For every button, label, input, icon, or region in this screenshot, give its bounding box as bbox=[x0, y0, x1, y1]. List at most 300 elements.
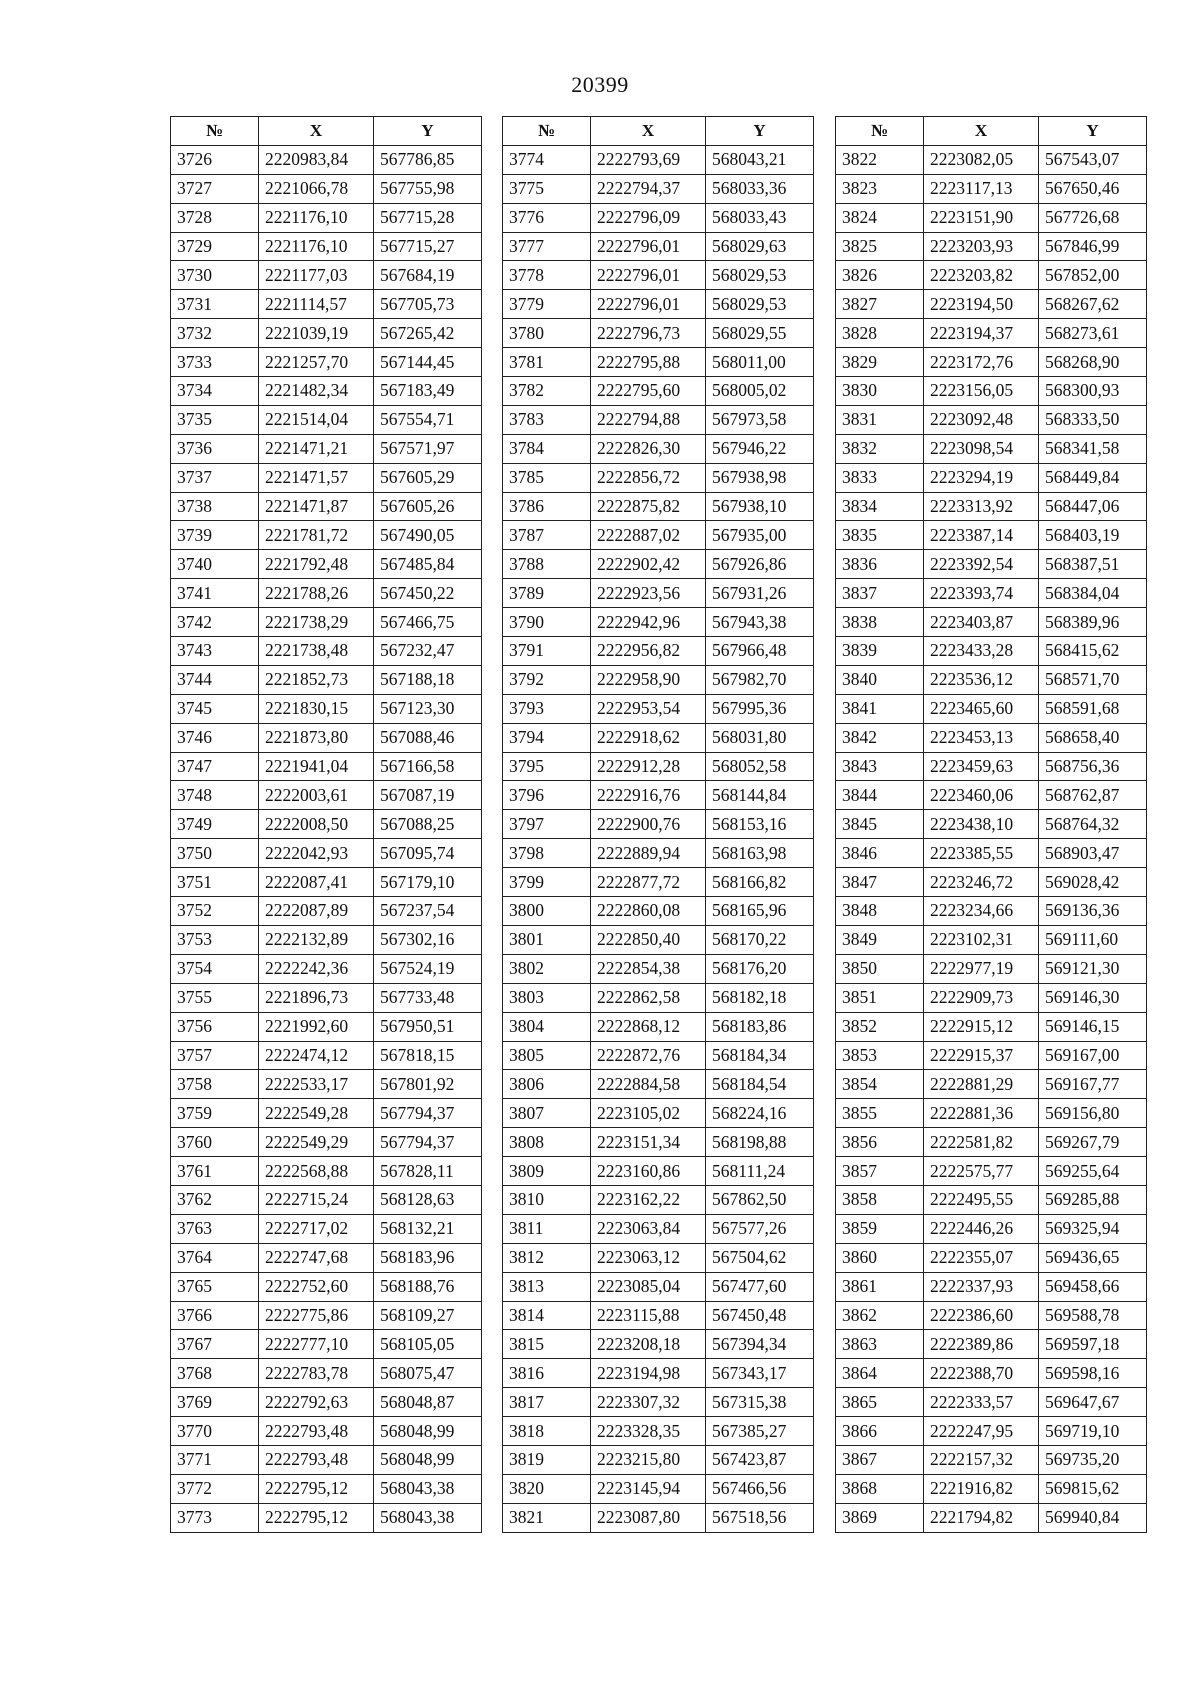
point-number-cell: 3756 bbox=[171, 1012, 259, 1041]
y-coordinate-cell: 569597,18 bbox=[1039, 1330, 1147, 1359]
x-coordinate-cell: 2222549,29 bbox=[259, 1128, 374, 1157]
y-coordinate-cell: 567394,34 bbox=[706, 1330, 814, 1359]
table-row bbox=[171, 1243, 482, 1272]
y-coordinate-cell: 569167,77 bbox=[1039, 1070, 1147, 1099]
y-coordinate-cell: 569458,66 bbox=[1039, 1272, 1147, 1301]
x-coordinate-cell: 2222792,63 bbox=[259, 1388, 374, 1417]
y-coordinate-cell: 568052,58 bbox=[706, 752, 814, 781]
table-row bbox=[503, 810, 814, 839]
point-number-cell: 3817 bbox=[503, 1388, 591, 1417]
x-coordinate-cell: 2221830,15 bbox=[259, 694, 374, 723]
y-coordinate-cell: 569167,00 bbox=[1039, 1041, 1147, 1070]
x-coordinate-cell: 2223294,19 bbox=[924, 463, 1039, 492]
table-row bbox=[503, 1474, 814, 1503]
x-coordinate-cell: 2222389,86 bbox=[924, 1330, 1039, 1359]
table-row bbox=[836, 1388, 1147, 1417]
table-row bbox=[171, 781, 482, 810]
y-coordinate-cell: 567518,56 bbox=[706, 1503, 814, 1532]
table-header-row bbox=[503, 117, 814, 146]
point-number-cell: 3802 bbox=[503, 954, 591, 983]
table-row bbox=[836, 1445, 1147, 1474]
point-number-cell: 3772 bbox=[171, 1474, 259, 1503]
table-row bbox=[171, 174, 482, 203]
point-number-cell: 3850 bbox=[836, 954, 924, 983]
y-coordinate-cell: 569285,88 bbox=[1039, 1185, 1147, 1214]
point-number-cell: 3823 bbox=[836, 174, 924, 203]
point-number-cell: 3744 bbox=[171, 665, 259, 694]
table-row bbox=[836, 1503, 1147, 1532]
x-coordinate-cell: 2223403,87 bbox=[924, 608, 1039, 637]
table-row bbox=[171, 1012, 482, 1041]
point-number-cell: 3853 bbox=[836, 1041, 924, 1070]
y-coordinate-cell: 568163,98 bbox=[706, 839, 814, 868]
y-coordinate-cell: 568387,51 bbox=[1039, 550, 1147, 579]
table-row bbox=[836, 752, 1147, 781]
point-number-cell: 3790 bbox=[503, 608, 591, 637]
table-row bbox=[836, 203, 1147, 232]
point-number-cell: 3835 bbox=[836, 521, 924, 550]
table-row bbox=[171, 1417, 482, 1446]
x-coordinate-cell: 2222008,50 bbox=[259, 810, 374, 839]
table-row bbox=[503, 752, 814, 781]
x-coordinate-cell: 2222796,01 bbox=[591, 261, 706, 290]
point-number-cell: 3814 bbox=[503, 1301, 591, 1330]
point-number-cell: 3755 bbox=[171, 983, 259, 1012]
y-coordinate-cell: 567935,00 bbox=[706, 521, 814, 550]
y-coordinate-cell: 568571,70 bbox=[1039, 665, 1147, 694]
y-coordinate-cell: 568176,20 bbox=[706, 954, 814, 983]
y-coordinate-cell: 568591,68 bbox=[1039, 694, 1147, 723]
x-coordinate-cell: 2221066,78 bbox=[259, 174, 374, 203]
point-number-cell: 3730 bbox=[171, 261, 259, 290]
point-number-cell: 3788 bbox=[503, 550, 591, 579]
x-coordinate-cell: 2223234,66 bbox=[924, 897, 1039, 926]
point-number-cell: 3728 bbox=[171, 203, 259, 232]
y-coordinate-cell: 567232,47 bbox=[374, 637, 482, 666]
x-coordinate-cell: 2222942,96 bbox=[591, 608, 706, 637]
point-number-cell: 3838 bbox=[836, 608, 924, 637]
y-coordinate-cell: 567950,51 bbox=[374, 1012, 482, 1041]
x-coordinate-cell: 2222889,94 bbox=[591, 839, 706, 868]
table-row bbox=[836, 839, 1147, 868]
table-row bbox=[836, 434, 1147, 463]
table-row bbox=[171, 434, 482, 463]
point-number-cell: 3757 bbox=[171, 1041, 259, 1070]
table-row bbox=[503, 1185, 814, 1214]
point-number-cell: 3743 bbox=[171, 637, 259, 666]
y-coordinate-cell: 567852,00 bbox=[1039, 261, 1147, 290]
x-coordinate-cell: 2223392,54 bbox=[924, 550, 1039, 579]
table-row bbox=[503, 1214, 814, 1243]
y-coordinate-cell: 568170,22 bbox=[706, 925, 814, 954]
y-coordinate-cell: 568029,53 bbox=[706, 290, 814, 319]
point-number-cell: 3851 bbox=[836, 983, 924, 1012]
point-number-cell: 3829 bbox=[836, 348, 924, 377]
x-coordinate-cell: 2222795,12 bbox=[259, 1503, 374, 1532]
y-coordinate-cell: 567938,98 bbox=[706, 463, 814, 492]
coordinates-table-3 bbox=[835, 116, 1147, 1533]
x-coordinate-cell: 2222337,93 bbox=[924, 1272, 1039, 1301]
x-coordinate-cell: 2222956,82 bbox=[591, 637, 706, 666]
point-number-cell: 3729 bbox=[171, 232, 259, 261]
point-number-cell: 3731 bbox=[171, 290, 259, 319]
y-coordinate-cell: 567543,07 bbox=[1039, 145, 1147, 174]
table-row bbox=[503, 839, 814, 868]
y-coordinate-cell: 568029,53 bbox=[706, 261, 814, 290]
x-coordinate-cell: 2222087,41 bbox=[259, 868, 374, 897]
point-number-cell: 3845 bbox=[836, 810, 924, 839]
point-number-cell: 3839 bbox=[836, 637, 924, 666]
x-coordinate-cell: 2222087,89 bbox=[259, 897, 374, 926]
y-coordinate-cell: 567684,19 bbox=[374, 261, 482, 290]
point-number-cell: 3773 bbox=[171, 1503, 259, 1532]
table-header-row bbox=[171, 117, 482, 146]
point-number-cell: 3803 bbox=[503, 983, 591, 1012]
x-coordinate-cell: 2221257,70 bbox=[259, 348, 374, 377]
table-row bbox=[171, 550, 482, 579]
table-header-row bbox=[836, 117, 1147, 146]
point-number-cell: 3734 bbox=[171, 377, 259, 406]
y-coordinate-cell: 568341,58 bbox=[1039, 434, 1147, 463]
x-coordinate-cell: 2222795,88 bbox=[591, 348, 706, 377]
x-coordinate-cell: 2222794,88 bbox=[591, 405, 706, 434]
table-row bbox=[836, 665, 1147, 694]
y-coordinate-cell: 568384,04 bbox=[1039, 579, 1147, 608]
y-coordinate-cell: 567466,75 bbox=[374, 608, 482, 637]
table-row bbox=[171, 723, 482, 752]
y-coordinate-cell: 568005,02 bbox=[706, 377, 814, 406]
table-row bbox=[836, 1474, 1147, 1503]
coordinates-table-1 bbox=[170, 116, 482, 1533]
y-coordinate-cell: 568048,87 bbox=[374, 1388, 482, 1417]
y-coordinate-cell: 567786,85 bbox=[374, 145, 482, 174]
point-number-cell: 3847 bbox=[836, 868, 924, 897]
x-coordinate-cell: 2223085,04 bbox=[591, 1272, 706, 1301]
table-row bbox=[171, 637, 482, 666]
x-coordinate-cell: 2223098,54 bbox=[924, 434, 1039, 463]
table-row bbox=[171, 694, 482, 723]
point-number-cell: 3869 bbox=[836, 1503, 924, 1532]
x-coordinate-cell: 2221514,04 bbox=[259, 405, 374, 434]
table-row bbox=[836, 550, 1147, 579]
point-number-cell: 3787 bbox=[503, 521, 591, 550]
table-row bbox=[503, 694, 814, 723]
y-coordinate-cell: 568031,80 bbox=[706, 723, 814, 752]
table-row bbox=[171, 348, 482, 377]
point-number-cell: 3733 bbox=[171, 348, 259, 377]
point-number-cell: 3836 bbox=[836, 550, 924, 579]
x-coordinate-cell: 2223194,50 bbox=[924, 290, 1039, 319]
y-coordinate-cell: 568048,99 bbox=[374, 1445, 482, 1474]
y-coordinate-cell: 569719,10 bbox=[1039, 1417, 1147, 1446]
table-row bbox=[171, 665, 482, 694]
point-number-cell: 3732 bbox=[171, 319, 259, 348]
y-coordinate-cell: 567490,05 bbox=[374, 521, 482, 550]
table-row bbox=[503, 954, 814, 983]
x-coordinate-cell: 2223160,86 bbox=[591, 1157, 706, 1186]
x-coordinate-cell: 2222977,19 bbox=[924, 954, 1039, 983]
table-row bbox=[836, 1301, 1147, 1330]
point-number-cell: 3801 bbox=[503, 925, 591, 954]
y-coordinate-cell: 568389,96 bbox=[1039, 608, 1147, 637]
y-coordinate-cell: 567504,62 bbox=[706, 1243, 814, 1272]
x-coordinate-cell: 2222581,82 bbox=[924, 1128, 1039, 1157]
y-coordinate-cell: 567144,45 bbox=[374, 348, 482, 377]
point-number-cell: 3752 bbox=[171, 897, 259, 926]
table-row bbox=[171, 232, 482, 261]
x-coordinate-cell: 2221738,29 bbox=[259, 608, 374, 637]
table-row bbox=[836, 1359, 1147, 1388]
point-number-cell: 3824 bbox=[836, 203, 924, 232]
table-row bbox=[171, 897, 482, 926]
table-row bbox=[836, 1070, 1147, 1099]
y-coordinate-cell: 567188,18 bbox=[374, 665, 482, 694]
point-number-cell: 3863 bbox=[836, 1330, 924, 1359]
y-coordinate-cell: 569121,30 bbox=[1039, 954, 1147, 983]
y-coordinate-cell: 568153,16 bbox=[706, 810, 814, 839]
point-number-cell: 3852 bbox=[836, 1012, 924, 1041]
x-coordinate-cell: 2223385,55 bbox=[924, 839, 1039, 868]
x-coordinate-cell: 2223203,82 bbox=[924, 261, 1039, 290]
table-row bbox=[171, 579, 482, 608]
y-coordinate-cell: 568183,96 bbox=[374, 1243, 482, 1272]
column-header-y: Y bbox=[374, 117, 482, 146]
table-row bbox=[503, 232, 814, 261]
y-coordinate-cell: 568109,27 bbox=[374, 1301, 482, 1330]
point-number-cell: 3840 bbox=[836, 665, 924, 694]
x-coordinate-cell: 2222793,48 bbox=[259, 1417, 374, 1446]
table-row bbox=[503, 1128, 814, 1157]
point-number-cell: 3776 bbox=[503, 203, 591, 232]
y-coordinate-cell: 568268,90 bbox=[1039, 348, 1147, 377]
point-number-cell: 3775 bbox=[503, 174, 591, 203]
table-row bbox=[836, 1157, 1147, 1186]
point-number-cell: 3741 bbox=[171, 579, 259, 608]
point-number-cell: 3846 bbox=[836, 839, 924, 868]
x-coordinate-cell: 2221176,10 bbox=[259, 232, 374, 261]
point-number-cell: 3811 bbox=[503, 1214, 591, 1243]
table-row bbox=[503, 550, 814, 579]
point-number-cell: 3751 bbox=[171, 868, 259, 897]
table-row bbox=[503, 1243, 814, 1272]
y-coordinate-cell: 569436,65 bbox=[1039, 1243, 1147, 1272]
x-coordinate-cell: 2222918,62 bbox=[591, 723, 706, 752]
table-row bbox=[836, 810, 1147, 839]
x-coordinate-cell: 2222872,76 bbox=[591, 1041, 706, 1070]
y-coordinate-cell: 568415,62 bbox=[1039, 637, 1147, 666]
table-row bbox=[171, 1070, 482, 1099]
x-coordinate-cell: 2222747,68 bbox=[259, 1243, 374, 1272]
y-coordinate-cell: 568166,82 bbox=[706, 868, 814, 897]
y-coordinate-cell: 567088,46 bbox=[374, 723, 482, 752]
y-coordinate-cell: 568184,34 bbox=[706, 1041, 814, 1070]
table-row bbox=[836, 290, 1147, 319]
table-row bbox=[171, 983, 482, 1012]
point-number-cell: 3837 bbox=[836, 579, 924, 608]
x-coordinate-cell: 2222862,58 bbox=[591, 983, 706, 1012]
table-row bbox=[836, 608, 1147, 637]
y-coordinate-cell: 568033,43 bbox=[706, 203, 814, 232]
y-coordinate-cell: 567982,70 bbox=[706, 665, 814, 694]
table-row bbox=[503, 1301, 814, 1330]
table-row bbox=[171, 377, 482, 406]
point-number-cell: 3795 bbox=[503, 752, 591, 781]
y-coordinate-cell: 567943,38 bbox=[706, 608, 814, 637]
point-number-cell: 3769 bbox=[171, 1388, 259, 1417]
point-number-cell: 3856 bbox=[836, 1128, 924, 1157]
x-coordinate-cell: 2221992,60 bbox=[259, 1012, 374, 1041]
x-coordinate-cell: 2223328,35 bbox=[591, 1417, 706, 1446]
table-row bbox=[503, 868, 814, 897]
y-coordinate-cell: 568011,00 bbox=[706, 348, 814, 377]
point-number-cell: 3745 bbox=[171, 694, 259, 723]
x-coordinate-cell: 2221788,26 bbox=[259, 579, 374, 608]
table-row bbox=[171, 1185, 482, 1214]
point-number-cell: 3753 bbox=[171, 925, 259, 954]
point-number-cell: 3868 bbox=[836, 1474, 924, 1503]
y-coordinate-cell: 567946,22 bbox=[706, 434, 814, 463]
y-coordinate-cell: 569146,30 bbox=[1039, 983, 1147, 1012]
x-coordinate-cell: 2222868,12 bbox=[591, 1012, 706, 1041]
point-number-cell: 3789 bbox=[503, 579, 591, 608]
point-number-cell: 3740 bbox=[171, 550, 259, 579]
y-coordinate-cell: 569735,20 bbox=[1039, 1445, 1147, 1474]
point-number-cell: 3855 bbox=[836, 1099, 924, 1128]
y-coordinate-cell: 567705,73 bbox=[374, 290, 482, 319]
x-coordinate-cell: 2221738,48 bbox=[259, 637, 374, 666]
x-coordinate-cell: 2222875,82 bbox=[591, 492, 706, 521]
y-coordinate-cell: 567995,36 bbox=[706, 694, 814, 723]
y-coordinate-cell: 568048,99 bbox=[374, 1417, 482, 1446]
point-number-cell: 3832 bbox=[836, 434, 924, 463]
x-coordinate-cell: 2222795,60 bbox=[591, 377, 706, 406]
y-coordinate-cell: 568043,38 bbox=[374, 1503, 482, 1532]
x-coordinate-cell: 2223453,13 bbox=[924, 723, 1039, 752]
y-coordinate-cell: 569815,62 bbox=[1039, 1474, 1147, 1503]
table-row bbox=[171, 521, 482, 550]
point-number-cell: 3833 bbox=[836, 463, 924, 492]
x-coordinate-cell: 2222386,60 bbox=[924, 1301, 1039, 1330]
point-number-cell: 3770 bbox=[171, 1417, 259, 1446]
table-row bbox=[503, 983, 814, 1012]
y-coordinate-cell: 569267,79 bbox=[1039, 1128, 1147, 1157]
table-row bbox=[503, 145, 814, 174]
column-header-x: X bbox=[259, 117, 374, 146]
point-number-cell: 3760 bbox=[171, 1128, 259, 1157]
y-coordinate-cell: 567605,29 bbox=[374, 463, 482, 492]
x-coordinate-cell: 2222923,56 bbox=[591, 579, 706, 608]
table-row bbox=[503, 261, 814, 290]
point-number-cell: 3818 bbox=[503, 1417, 591, 1446]
table-row bbox=[171, 261, 482, 290]
x-coordinate-cell: 2222793,48 bbox=[259, 1445, 374, 1474]
y-coordinate-cell: 568111,24 bbox=[706, 1157, 814, 1186]
x-coordinate-cell: 2222355,07 bbox=[924, 1243, 1039, 1272]
point-number-cell: 3831 bbox=[836, 405, 924, 434]
table-row bbox=[836, 897, 1147, 926]
y-coordinate-cell: 569146,15 bbox=[1039, 1012, 1147, 1041]
table-row bbox=[503, 637, 814, 666]
point-number-cell: 3793 bbox=[503, 694, 591, 723]
y-coordinate-cell: 567755,98 bbox=[374, 174, 482, 203]
x-coordinate-cell: 2223194,98 bbox=[591, 1359, 706, 1388]
y-coordinate-cell: 567450,48 bbox=[706, 1301, 814, 1330]
table-row bbox=[836, 983, 1147, 1012]
table-row bbox=[171, 810, 482, 839]
y-coordinate-cell: 567466,56 bbox=[706, 1474, 814, 1503]
y-coordinate-cell: 569598,16 bbox=[1039, 1359, 1147, 1388]
x-coordinate-cell: 2223151,34 bbox=[591, 1128, 706, 1157]
point-number-cell: 3828 bbox=[836, 319, 924, 348]
point-number-cell: 3768 bbox=[171, 1359, 259, 1388]
point-number-cell: 3774 bbox=[503, 145, 591, 174]
x-coordinate-cell: 2221916,82 bbox=[924, 1474, 1039, 1503]
x-coordinate-cell: 2222881,29 bbox=[924, 1070, 1039, 1099]
y-coordinate-cell: 567650,46 bbox=[1039, 174, 1147, 203]
table-row bbox=[171, 1128, 482, 1157]
x-coordinate-cell: 2222794,37 bbox=[591, 174, 706, 203]
table-row bbox=[836, 1041, 1147, 1070]
point-number-cell: 3764 bbox=[171, 1243, 259, 1272]
point-number-cell: 3746 bbox=[171, 723, 259, 752]
point-number-cell: 3766 bbox=[171, 1301, 259, 1330]
point-number-cell: 3841 bbox=[836, 694, 924, 723]
table-row bbox=[503, 1417, 814, 1446]
x-coordinate-cell: 2222881,36 bbox=[924, 1099, 1039, 1128]
table-row bbox=[171, 925, 482, 954]
table-row bbox=[836, 492, 1147, 521]
y-coordinate-cell: 568043,21 bbox=[706, 145, 814, 174]
y-coordinate-cell: 567715,28 bbox=[374, 203, 482, 232]
point-number-cell: 3749 bbox=[171, 810, 259, 839]
x-coordinate-cell: 2222953,54 bbox=[591, 694, 706, 723]
point-number-cell: 3781 bbox=[503, 348, 591, 377]
table-row bbox=[836, 1099, 1147, 1128]
y-coordinate-cell: 568188,76 bbox=[374, 1272, 482, 1301]
y-coordinate-cell: 568447,06 bbox=[1039, 492, 1147, 521]
point-number-cell: 3786 bbox=[503, 492, 591, 521]
x-coordinate-cell: 2223172,76 bbox=[924, 348, 1039, 377]
x-coordinate-cell: 2222854,38 bbox=[591, 954, 706, 983]
y-coordinate-cell: 568658,40 bbox=[1039, 723, 1147, 752]
column-header-x: X bbox=[591, 117, 706, 146]
point-number-cell: 3844 bbox=[836, 781, 924, 810]
table-row bbox=[171, 839, 482, 868]
point-number-cell: 3813 bbox=[503, 1272, 591, 1301]
table-row bbox=[503, 608, 814, 637]
x-coordinate-cell: 2222533,17 bbox=[259, 1070, 374, 1099]
x-coordinate-cell: 2223313,92 bbox=[924, 492, 1039, 521]
y-coordinate-cell: 568029,55 bbox=[706, 319, 814, 348]
x-coordinate-cell: 2222887,02 bbox=[591, 521, 706, 550]
table-row bbox=[503, 492, 814, 521]
y-coordinate-cell: 569325,94 bbox=[1039, 1214, 1147, 1243]
point-number-cell: 3862 bbox=[836, 1301, 924, 1330]
y-coordinate-cell: 567123,30 bbox=[374, 694, 482, 723]
table-row bbox=[503, 1012, 814, 1041]
table-row bbox=[503, 579, 814, 608]
x-coordinate-cell: 2222132,89 bbox=[259, 925, 374, 954]
x-coordinate-cell: 2223162,22 bbox=[591, 1185, 706, 1214]
table-row bbox=[836, 174, 1147, 203]
point-number-cell: 3777 bbox=[503, 232, 591, 261]
x-coordinate-cell: 2221896,73 bbox=[259, 983, 374, 1012]
x-coordinate-cell: 2222157,32 bbox=[924, 1445, 1039, 1474]
x-coordinate-cell: 2223387,14 bbox=[924, 521, 1039, 550]
x-coordinate-cell: 2222388,70 bbox=[924, 1359, 1039, 1388]
point-number-cell: 3798 bbox=[503, 839, 591, 868]
point-number-cell: 3815 bbox=[503, 1330, 591, 1359]
